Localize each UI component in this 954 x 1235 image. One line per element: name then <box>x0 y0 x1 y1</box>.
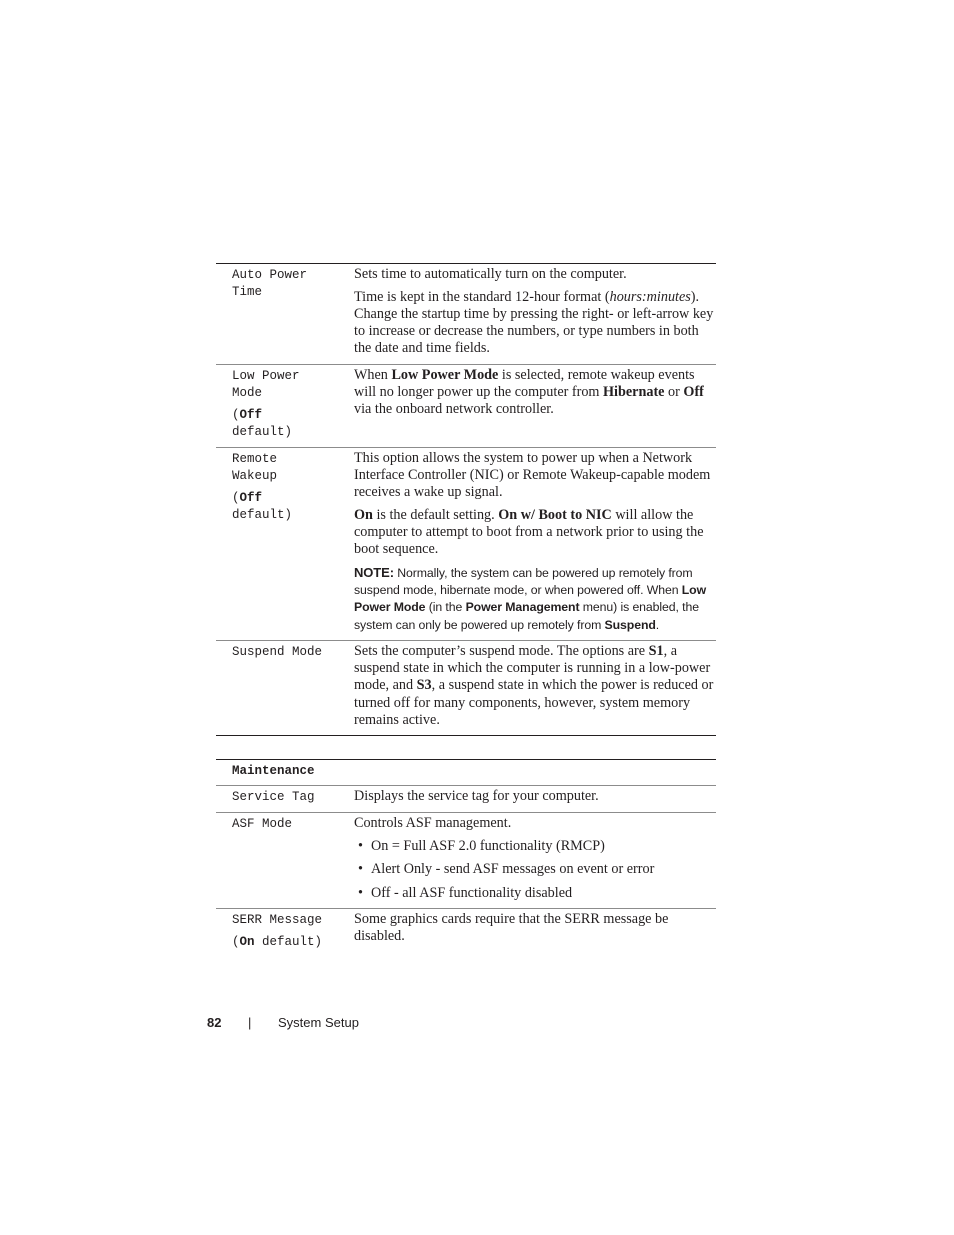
setting-name <box>216 264 354 364</box>
description-paragraph: Some graphics cards require that the SERR message be disabled. <box>354 910 669 945</box>
setting-name-line: Suspend Mode <box>232 644 323 659</box>
setting-description <box>354 448 716 640</box>
default-value: (On default) <box>232 934 323 949</box>
table-row-remote-wakeup <box>216 447 716 640</box>
description-paragraph: On is the default setting. On w/ Boot to NIC will allow the computer to attempt to boot from a network prior to using the boot sequence. <box>354 506 704 558</box>
footer-section-title: System Setup <box>278 1015 359 1030</box>
description-paragraph: Time is kept in the standard 12-hour format (hours:minutes). Change the startup time by pressing the right- or left-arrow key to increase or decrease the numbers, or type numbers in both the date and time fields. <box>354 288 714 357</box>
table-row-serr-message <box>216 908 716 957</box>
page-number: 82 <box>207 1015 222 1030</box>
maintenance-table <box>216 759 716 957</box>
setting-name-line: SERR Message <box>232 912 323 927</box>
list-item: • Off - all ASF functionality disabled <box>354 885 716 902</box>
setting-name <box>216 448 354 640</box>
footer-separator: | <box>248 1015 252 1030</box>
setting-description <box>354 641 716 735</box>
description-paragraph: Sets time to automatically turn on the computer. <box>354 266 627 282</box>
setting-name-line: Mode <box>232 385 263 400</box>
setting-name <box>216 813 354 908</box>
setting-name <box>216 786 354 812</box>
setting-description <box>354 786 716 812</box>
default-value: (Off default) <box>232 407 293 439</box>
power-settings-table <box>216 263 716 736</box>
setting-name <box>216 909 354 957</box>
table-row-suspend-mode <box>216 640 716 735</box>
setting-description <box>354 813 716 908</box>
option-list <box>354 838 716 902</box>
description-paragraph: This option allows the system to power up when a Network Interface Controller (NIC) or Remote Wakeup-capable modem receives a wake up signal. <box>354 449 711 500</box>
setting-name-line: Time <box>232 285 263 299</box>
setting-name-line: Auto Power <box>232 268 308 282</box>
setting-description <box>354 365 716 447</box>
format-emphasis: hours:minutes <box>609 288 691 305</box>
default-value: (Off default) <box>232 490 293 522</box>
table-heading-row <box>216 760 716 785</box>
setting-name-line: Remote <box>232 451 278 466</box>
setting-name-line: Wakeup <box>232 468 278 483</box>
description-paragraph: Controls ASF management. <box>354 815 512 831</box>
setting-name-line: Low Power <box>232 368 300 383</box>
note-label: NOTE: <box>354 564 394 580</box>
table-row-asf-mode <box>216 812 716 908</box>
setting-description <box>354 909 716 957</box>
table-row-auto-power-time <box>216 264 716 364</box>
setting-name-line: Service Tag <box>232 790 315 804</box>
list-item: • Alert Only - send ASF messages on event or error <box>354 861 716 878</box>
note-block: NOTE: Normally, the system can be powered up remotely from suspend mode, hibernate mode, or when powered off. When Low Power Mode (in the Power Management menu) is enabled, the system can only be powered up remotely from Suspend. <box>354 564 707 632</box>
table-row-service-tag <box>216 785 716 812</box>
setting-description <box>354 264 716 364</box>
setting-name <box>216 641 354 735</box>
table-row-low-power-mode <box>216 364 716 447</box>
description-paragraph: Displays the service tag for your computer. <box>354 788 599 804</box>
list-item: • On = Full ASF 2.0 functionality (RMCP) <box>354 838 716 855</box>
description-paragraph: Sets the computer’s suspend mode. The options are S1, a suspend state in which the computer is running in a low-power mode, and S3, a suspend state in which the power is reduced or turned off for many components, however, system memory remains active. <box>354 642 714 728</box>
setting-name-line: ASF Mode <box>232 817 293 831</box>
setting-name <box>216 365 354 447</box>
section-heading: Maintenance <box>232 764 315 778</box>
description-paragraph: When Low Power Mode is selected, remote wakeup events will no longer power up the computer from Hibernate or Off via the onboard network controller. <box>354 366 704 417</box>
